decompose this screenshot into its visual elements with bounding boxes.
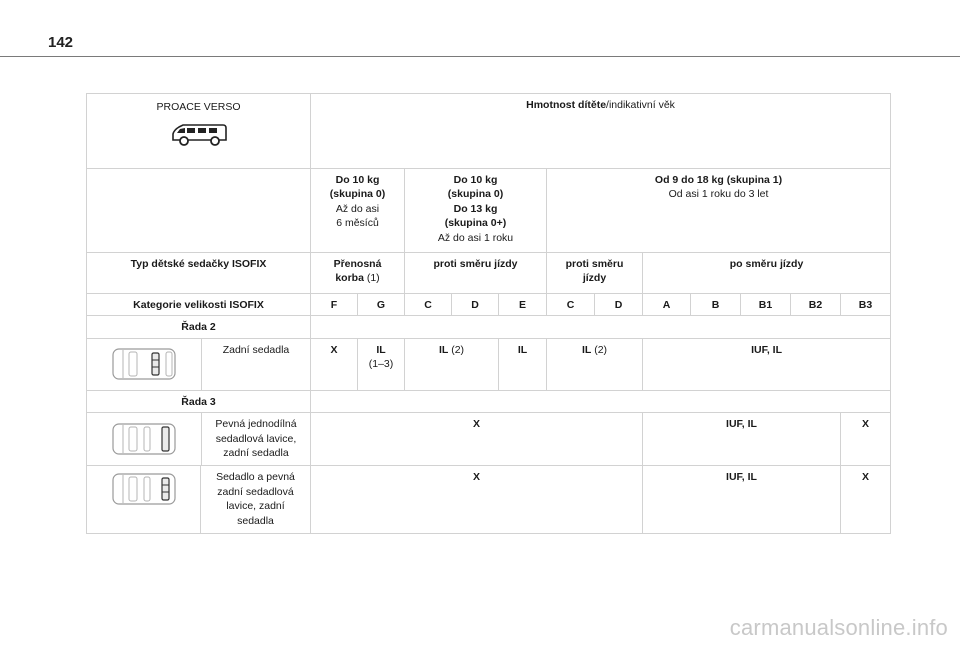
size-class-c: C bbox=[405, 294, 452, 316]
size-class-b: B bbox=[691, 294, 741, 316]
row3a-rear: X bbox=[311, 413, 643, 466]
row2-seat-cell bbox=[87, 338, 311, 390]
row3b-b3: X bbox=[841, 466, 891, 534]
age-line: Od asi 1 roku do 3 let bbox=[668, 188, 769, 201]
row2-cd: IL bbox=[438, 343, 449, 356]
weight-line: (skupina 0) bbox=[329, 188, 386, 201]
page-number: 142 bbox=[48, 34, 74, 51]
type-rear1-cell: proti směru jízdy bbox=[405, 253, 547, 294]
group0-carrycot-cell bbox=[311, 169, 405, 253]
weight-line: Od 9 do 18 kg (skupina 1) bbox=[654, 174, 783, 186]
weight-line: Do 10 kg bbox=[453, 174, 498, 186]
age-line: 6 měsíců bbox=[336, 217, 379, 230]
car-top-view-row3-icon bbox=[111, 422, 177, 456]
type-line: Přenosná bbox=[333, 258, 382, 270]
mass-header-rest: /indikativní věk bbox=[606, 99, 675, 111]
row2-cd-rear-cell bbox=[547, 338, 643, 390]
size-class-b1: B1 bbox=[741, 294, 791, 316]
row2-cd-rear-note: (2) bbox=[591, 343, 608, 356]
size-class-f: F bbox=[311, 294, 358, 316]
car-top-view-row2-icon bbox=[111, 347, 177, 381]
row3a-seat-label bbox=[202, 413, 310, 465]
table-row bbox=[87, 338, 891, 390]
row2-heading: Řada 2 bbox=[87, 316, 311, 338]
vehicle-cell bbox=[87, 94, 311, 169]
row2-cd-note: (2) bbox=[448, 343, 465, 356]
weight-line: (skupina 0+) bbox=[444, 217, 507, 230]
row2-g-cell bbox=[358, 338, 405, 390]
age-line: Až do asi bbox=[335, 202, 380, 215]
size-label: Kategorie velikosti ISOFIX bbox=[87, 294, 311, 316]
table-row bbox=[87, 413, 891, 466]
row3b-seat-cell bbox=[87, 466, 311, 534]
row3b-forward: IUF, IL bbox=[643, 466, 841, 534]
table-row bbox=[87, 169, 891, 253]
type-line: proti směru bbox=[565, 258, 624, 270]
watermark: carmanualsonline.info bbox=[729, 615, 948, 640]
type-note: (1) bbox=[363, 272, 380, 285]
seat-label-line: lavice, zadní bbox=[226, 500, 285, 513]
type-line: jízdy bbox=[582, 272, 607, 285]
size-class-b2: B2 bbox=[791, 294, 841, 316]
size-class-g: G bbox=[358, 294, 405, 316]
table-row bbox=[87, 316, 891, 338]
size-class-e: E bbox=[499, 294, 547, 316]
table-row bbox=[87, 466, 891, 534]
mass-header-cell bbox=[311, 94, 891, 169]
row2-g: IL bbox=[376, 343, 386, 356]
empty-cell bbox=[311, 316, 891, 338]
seat-label-line: sedadla bbox=[237, 514, 274, 527]
table-row bbox=[87, 94, 891, 169]
seat-label-line: zadní sedadla bbox=[223, 447, 289, 460]
isofix-table bbox=[86, 93, 891, 534]
seat-label-line: zadní sedadlová bbox=[217, 485, 294, 498]
group1-cell bbox=[547, 169, 891, 253]
table-row bbox=[87, 253, 891, 294]
size-class-b3: B3 bbox=[841, 294, 891, 316]
row3a-forward: IUF, IL bbox=[643, 413, 841, 466]
row2-forward: IUF, IL bbox=[643, 338, 891, 390]
empty-cell bbox=[311, 390, 891, 412]
type-forward-cell: po směru jízdy bbox=[643, 253, 891, 294]
row2-cd-rear: IL bbox=[581, 343, 592, 356]
mass-header-bold: Hmotnost dítěte bbox=[526, 99, 607, 111]
seat-label-line: Sedadlo a pevná bbox=[216, 471, 295, 484]
type-label: Typ dětské sedačky ISOFIX bbox=[87, 253, 311, 294]
type-rear2-cell bbox=[547, 253, 643, 294]
row2-f: X bbox=[311, 338, 358, 390]
row3b-seat-label bbox=[201, 466, 310, 533]
age-line: Až do asi 1 roku bbox=[437, 231, 514, 244]
weight-line: (skupina 0) bbox=[447, 188, 504, 201]
empty-cell bbox=[87, 169, 311, 253]
table-row bbox=[87, 294, 891, 316]
header-rule bbox=[0, 56, 960, 57]
weight-line: Do 10 kg bbox=[335, 174, 380, 186]
weight-line: Do 13 kg bbox=[453, 202, 498, 215]
size-class-d: D bbox=[452, 294, 499, 316]
row2-e: IL bbox=[499, 338, 547, 390]
row3-heading: Řada 3 bbox=[87, 390, 311, 412]
row3a-b3: X bbox=[841, 413, 891, 466]
group0-plus-cell bbox=[405, 169, 547, 253]
seat-label-line: sedadlová lavice, bbox=[215, 432, 297, 445]
row2-seat-label: Zadní sedadla bbox=[222, 343, 290, 356]
type-line: korba bbox=[335, 272, 364, 285]
row3b-rear: X bbox=[311, 466, 643, 534]
row2-cd-cell bbox=[405, 338, 499, 390]
row3a-seat-cell bbox=[87, 413, 311, 466]
seat-label-line: Pevná jednodílná bbox=[215, 418, 297, 431]
type-carrycot-cell bbox=[311, 253, 405, 294]
table-row bbox=[87, 390, 891, 412]
van-side-icon bbox=[169, 122, 229, 148]
size-class-d2: D bbox=[595, 294, 643, 316]
vehicle-name: PROACE VERSO bbox=[156, 101, 241, 113]
size-class-a: A bbox=[643, 294, 691, 316]
car-top-view-row3-seat-icon bbox=[111, 472, 177, 506]
row2-g-note: (1–3) bbox=[368, 358, 394, 371]
size-class-c2: C bbox=[547, 294, 595, 316]
